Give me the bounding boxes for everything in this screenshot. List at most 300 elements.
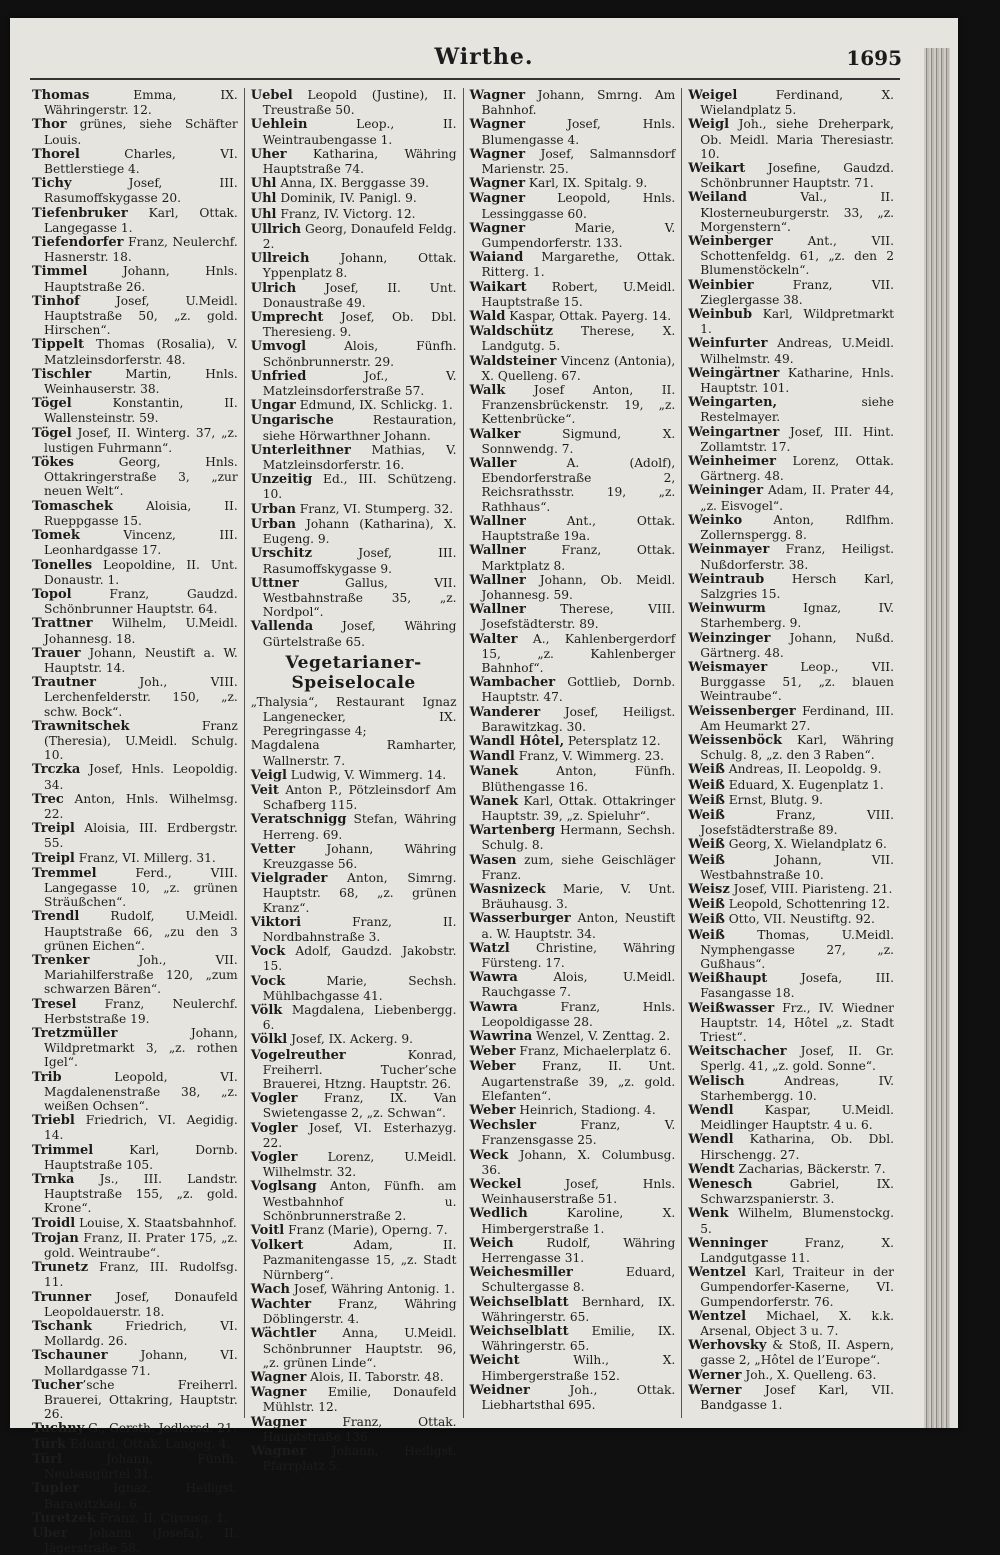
entry-name: Weißwasser — [688, 1000, 775, 1016]
entry-details: Gabriel, IX. Schwarzspanierstr. 3. — [700, 1177, 894, 1207]
entry-details: Johann, X. Columbusg. 36. — [481, 1147, 676, 1177]
entry-details: Ferdinand, X. Wielandplatz 5. — [700, 88, 894, 118]
entry-name: Wanderer — [469, 704, 541, 720]
entry-details: Anton, Simrng. Hauptstr. 68, „z. grünen Kranz“. — [262, 871, 457, 915]
entry-details: Franz, Gaudzd. Schönbrunner Hauptstr. 64. — [44, 586, 238, 617]
entry-name: Tögel — [32, 396, 72, 412]
directory-entry — [470, 705, 676, 734]
entry-name: Wagner — [469, 88, 526, 103]
entry-details: Marie, V. Unt. Bräuhausg. 3. — [481, 881, 676, 912]
directory-entry — [32, 1260, 238, 1289]
entry-details: Johann, Smrng. Am Bahnhof. — [481, 88, 676, 118]
entry-name: Walker — [469, 426, 521, 442]
entry-name: Uebel — [250, 88, 293, 103]
entry-details: Friedrich, VI. Aegidig. 14. — [44, 1113, 238, 1143]
directory-entry — [470, 1148, 676, 1177]
entry-name: Thor — [32, 117, 67, 133]
entry-name: Weitschacher — [688, 1044, 787, 1060]
entry-details: Konrad, Freiherrl. Tucher’sche Brauerei, Htzng. Hauptstr. 26. — [262, 1047, 457, 1091]
entry-details: Gallus, VII. Westbahnstraße 35, „z. Nordpol“. — [262, 575, 457, 620]
entry-name: Weiß — [688, 897, 725, 913]
entry-details: Franz, VII. Zieglergasse 38. — [700, 277, 894, 307]
directory-entry — [251, 1003, 457, 1032]
entry-details: Kaspar, U.Meidl. Meidlinger Hauptstr. 4 u. 6. — [700, 1103, 894, 1133]
entry-details: Josef, Donaufeld Leopoldauerstr. 18. — [44, 1289, 238, 1319]
entry-details: Anna, U.Meidl. Schönbrunner Hauptstr. 96, „z. grünen Linde“. — [262, 1326, 457, 1370]
entry-name: Wentzel — [688, 1308, 747, 1324]
entry-name: Waikart — [469, 279, 527, 295]
entry-details: Franz, Hnls. Leopoldigasse 28. — [481, 999, 676, 1029]
directory-entry — [470, 250, 676, 279]
directory-entry — [470, 147, 676, 176]
directory-entry — [251, 1179, 457, 1223]
entry-details: Josef, Währing Antonig. 1. — [290, 1281, 456, 1296]
entry-details: Ed., III. Schützeng. 10. — [262, 472, 457, 502]
directory-entry — [32, 117, 238, 146]
directory-entry — [251, 974, 457, 1003]
directory-entry — [470, 853, 676, 882]
entry-name: Tonelles — [32, 557, 93, 573]
directory-entry — [470, 88, 676, 117]
entry-name: Wagner — [250, 1414, 307, 1430]
entry-name: Weigl — [688, 117, 730, 133]
entry-details: Leop., II. Weintraubengasse 1. — [262, 117, 457, 147]
entry-details: Ferdinand, III. Am Heumarkt 27. — [700, 703, 894, 733]
directory-entry — [32, 866, 238, 910]
entry-name: Wawra — [469, 970, 518, 986]
directory-entry — [32, 1437, 238, 1452]
entry-details: Josefine, Gaudzd. Schönbrunner Hauptstr. 71. — [700, 161, 894, 191]
entry-details: Karoline, X. Himbergerstraße 1. — [481, 1206, 676, 1236]
directory-entry — [32, 909, 238, 953]
entry-name: Wagner — [250, 1370, 307, 1386]
page-number: 1695 — [846, 46, 902, 70]
entry-details: & Stoß, II. Aspern, gasse 2, „Hôtel de l’Europe“. — [700, 1338, 894, 1368]
entry-name: Weichesmiller — [469, 1265, 573, 1281]
entry-details: Michael, X. k.k. Arsenal, Object 3 u. 7. — [700, 1308, 894, 1339]
directory-entry — [470, 1044, 676, 1059]
entry-details: Josef, VI. Esterhazyg. 22. — [262, 1120, 457, 1150]
directory-entry — [470, 1177, 676, 1206]
entry-details: Franz, II. Nordbahnstraße 3. — [262, 914, 457, 944]
directory-entry — [688, 837, 894, 852]
directory-entry — [32, 792, 238, 821]
entry-details: Ernst, Blutg. 9. — [724, 792, 824, 807]
entry-details: Josef, III. Hint. Zollamtstr. 17. — [700, 424, 894, 454]
entry-name: Wald — [469, 309, 506, 325]
entry-details: Stefan, Währing Herreng. 69. — [262, 812, 457, 842]
directory-entry — [32, 1378, 238, 1422]
entry-name: Watzl — [469, 940, 510, 956]
directory-entry — [32, 88, 238, 117]
directory-entry — [688, 366, 894, 395]
directory-columns — [30, 88, 900, 1555]
directory-entry — [32, 367, 238, 396]
directory-entry — [32, 176, 238, 205]
directory-entry — [32, 1216, 238, 1231]
entry-name: Tremmel — [32, 865, 97, 881]
directory-entry — [32, 1290, 238, 1319]
directory-entry — [688, 1309, 894, 1338]
directory-entry — [470, 117, 676, 146]
entry-name: Trattner — [32, 616, 93, 632]
entry-name: Weinwurm — [688, 601, 766, 617]
directory-entry — [470, 1236, 676, 1265]
directory-entry — [470, 427, 676, 456]
directory-entry — [688, 161, 894, 190]
directory-entry — [251, 812, 457, 841]
entry-details: Emilie, IX. Währingerstr. 65. — [481, 1324, 676, 1354]
directory-entry — [251, 1121, 457, 1150]
entry-name: Uhl — [250, 176, 277, 192]
directory-entry — [688, 1074, 894, 1103]
entry-name: Trczka — [32, 762, 81, 778]
entry-name: Tomaschek — [32, 498, 113, 514]
entry-details: Anton, Fünfh. Blüthengasse 16. — [481, 764, 676, 794]
entry-name: Troidl — [32, 1215, 76, 1231]
entry-name: Weinberger — [688, 234, 773, 250]
entry-details: ’sche Freiherrl. Brauerei, Ottakring, Hauptstr. 26. — [44, 1377, 238, 1422]
entry-details: Emilie, Donaufeld Mühlstr. 12. — [262, 1385, 457, 1415]
entry-details: Franz, Neulerchf. Hasnerstr. 18. — [44, 235, 238, 265]
directory-entry — [470, 794, 676, 823]
entry-name: Wagner — [250, 1385, 307, 1401]
entry-name: Veratschnigg — [250, 812, 347, 828]
entry-name: Weingärtner — [688, 365, 780, 381]
entry-name: Weisz — [688, 881, 730, 897]
entry-name: Weinzinger — [688, 630, 771, 646]
entry-name: Topol — [32, 586, 72, 602]
directory-entry — [251, 398, 457, 413]
directory-entry — [688, 425, 894, 454]
entry-details: Josef, Währing Gürtelstraße 65. — [262, 619, 457, 649]
directory-entry — [470, 882, 676, 911]
entry-name: Wach — [250, 1281, 291, 1297]
entry-details: Josef, II. Gr. Sperlg. 41, „z. gold. Sonne“. — [700, 1044, 894, 1074]
entry-details: Katharine, Hnls. Hauptstr. 101. — [700, 365, 894, 396]
entry-name: Uher — [250, 146, 287, 162]
entry-details: Josef, Ob. Dbl. Theresieng. 9. — [262, 310, 457, 340]
entry-name: Weinko — [688, 512, 743, 528]
entry-details: Mathias, V. Matzleinsdorferstr. 16. — [262, 442, 457, 473]
directory-entry — [688, 853, 894, 882]
entry-details: A., Kahlenbergerdorf 15, „z. Kahlenberger Bahnhof“. — [481, 631, 676, 675]
directory-entry — [251, 281, 457, 310]
entry-details: Magdalena, Liebenbergg. 6. — [262, 1002, 457, 1033]
directory-entry — [251, 871, 457, 915]
directory-entry — [251, 310, 457, 339]
directory-entry — [470, 1000, 676, 1029]
entry-name: Wagner — [469, 191, 526, 207]
directory-entry — [470, 632, 676, 676]
entry-name: Volkert — [250, 1238, 304, 1254]
entry-name: Völk — [250, 1002, 283, 1018]
entry-details: Leopold, VI. Magdalenenstraße 38, „z. weißen Ochsen“. — [44, 1069, 238, 1114]
entry-details: grünes, siehe Schäfter Louis. — [44, 117, 238, 147]
entry-name: Tucher — [32, 1377, 83, 1393]
entry-name: Tiefendorfer — [32, 235, 124, 251]
directory-entry — [470, 383, 676, 427]
entry-details: Wilhelm, U.Meidl. Johannesg. 18. — [44, 616, 238, 646]
directory-entry — [688, 234, 894, 278]
entry-name: Wachter — [250, 1297, 312, 1313]
entry-details: Johann, Wildpretmarkt 3, „z. rothen Igel“. — [44, 1026, 238, 1070]
directory-entry — [688, 631, 894, 660]
directory-entry — [470, 970, 676, 999]
entry-details: Leopoldine, II. Unt. Donaustr. 1. — [44, 557, 238, 587]
entry-details: Karl, Dornb. Hauptstraße 105. — [44, 1142, 238, 1172]
entry-name: Vock — [250, 973, 286, 989]
directory-entry — [32, 1070, 238, 1114]
directory-entry — [688, 778, 894, 793]
directory-entry — [251, 944, 457, 973]
entry-details: Franz, Heiligst. Nußdorferstr. 38. — [700, 542, 894, 572]
entry-name: Wartenberg — [469, 823, 556, 839]
entry-details: „Thalysia“, Restaurant Ignaz Langenecker, IX. Peregringasse 4; — [250, 694, 457, 739]
directory-entry — [251, 1223, 457, 1238]
entry-details: Emma, IX. Währingerstr. 12. — [44, 88, 238, 118]
entry-details: Franz, Ottak. Marktplatz 8. — [481, 543, 676, 573]
entry-name: Viktori — [250, 914, 302, 930]
directory-entry — [688, 1162, 894, 1177]
entry-name: Voitl — [250, 1223, 285, 1239]
directory-entry — [251, 176, 457, 191]
entry-name: Weinmayer — [688, 542, 770, 558]
entry-name: Trautner — [32, 675, 97, 691]
entry-details: Karl, Währing Schulg. 8, „z. den 3 Raben“. — [700, 732, 894, 763]
entry-name: Weiß — [688, 837, 725, 853]
entry-details: Josef, II. Winterg. 37, „z. lustigen Fuhrmann“. — [44, 425, 238, 455]
directory-column-1 — [30, 88, 244, 1555]
entry-name: Weber — [469, 1103, 516, 1119]
directory-entry — [251, 207, 457, 222]
entry-name: Völkl — [250, 1032, 288, 1048]
entry-name: Trendl — [32, 909, 80, 925]
entry-details: Johann, Währing Kreuzgasse 56. — [262, 841, 457, 871]
directory-entry — [251, 222, 457, 251]
entry-name: Weiß — [688, 792, 725, 808]
directory-entry — [251, 1282, 457, 1297]
entry-name: Wagner — [469, 176, 526, 192]
entry-name: Tuchny — [32, 1421, 85, 1437]
entry-name: Türl — [32, 1451, 62, 1467]
entry-details: Therese, X. Landgutg. 5. — [481, 324, 676, 354]
entry-details: Lorenz, U.Meidl. Wilhelmstr. 32. — [262, 1150, 457, 1180]
entry-name: Treipl — [32, 850, 75, 866]
directory-entry — [251, 1150, 457, 1179]
entry-details: Vincenz (Antonia), X. Quelleng. 67. — [481, 353, 676, 383]
entry-details: Therese, VIII. Josefstädterstr. 89. — [481, 602, 676, 632]
entry-details: Andreas, U.Meidl. Wilhelmstr. 49. — [700, 336, 894, 366]
entry-details: Adam, II. Pazmanitengasse 15, „z. Stadt Nürnberg“. — [262, 1238, 457, 1282]
directory-entry — [32, 499, 238, 528]
directory-entry — [251, 695, 457, 739]
entry-name: Weichselblatt — [469, 1294, 569, 1310]
entry-details: Josef, Hnls. Weinhauserstraße 51. — [481, 1177, 676, 1207]
entry-name: Tögel — [32, 425, 72, 441]
entry-details: Frz., IV. Wiedner Hauptstr. 14, Hôtel „z. Stadt Triest“. — [700, 1000, 894, 1044]
directory-entry — [688, 1132, 894, 1161]
entry-name: Weißhaupt — [688, 971, 768, 987]
entry-details: Hersch Karl, Salzgries 15. — [700, 571, 894, 601]
directory-entry — [470, 191, 676, 220]
directory-entry — [32, 528, 238, 557]
entry-details: Katharina, Ob. Dbl. Hirschengg. 27. — [700, 1132, 894, 1162]
directory-entry — [32, 1452, 238, 1481]
entry-name: Weber — [469, 1059, 516, 1075]
directory-entry — [32, 953, 238, 997]
directory-entry — [688, 1044, 894, 1073]
entry-details: Josef Karl, VII. Bandgasse 1. — [700, 1382, 894, 1413]
entry-name: Tupler — [32, 1481, 80, 1497]
directory-entry — [32, 235, 238, 264]
entry-name: Wallner — [469, 602, 526, 618]
entry-name: Weck — [469, 1147, 509, 1163]
entry-name: Welisch — [688, 1073, 745, 1089]
directory-entry — [688, 704, 894, 733]
directory-entry — [251, 546, 457, 575]
entry-name: Weiß — [688, 807, 725, 823]
entry-details: Eduard, X. Eugenplatz 1. — [724, 777, 884, 792]
entry-details: Joh., X. Quelleng. 63. — [741, 1367, 877, 1382]
entry-details: Js., III. Landstr. Hauptstraße 155, „z. gold. Krone“. — [44, 1172, 238, 1216]
directory-entry — [251, 1032, 457, 1047]
section-heading: Vegetarianer-Speiselocale — [285, 652, 422, 693]
directory-entry — [688, 1001, 894, 1045]
entry-details: Josef, Heiligst. Barawitzkag. 30. — [481, 704, 676, 734]
directory-entry — [251, 915, 457, 944]
entry-name: Vogler — [250, 1120, 298, 1136]
entry-details: Karl, Wildpretmarkt 1. — [700, 307, 894, 337]
entry-details: siehe Restelmayer. — [700, 395, 894, 425]
entry-name: Urban — [250, 501, 296, 517]
entry-details: Franz, III. Rudolfsg. 11. — [44, 1260, 238, 1290]
entry-name: Weissenböck — [688, 732, 783, 748]
entry-name: Umprecht — [250, 310, 324, 326]
entry-details: Rudolf, U.Meidl. Hauptstraße 66, „zu den 3 grünen Eichen“. — [44, 909, 238, 953]
directory-entry — [32, 587, 238, 616]
directory-entry — [688, 307, 894, 336]
directory-entry — [688, 660, 894, 704]
entry-name: Voglsang — [250, 1179, 317, 1195]
directory-entry — [251, 472, 457, 501]
directory-entry — [470, 573, 676, 602]
entry-name: Ungar — [250, 398, 296, 414]
directory-entry — [470, 1059, 676, 1103]
directory-entry — [470, 941, 676, 970]
entry-details: Friedrich, VI. Mollardg. 26. — [44, 1319, 238, 1349]
entry-details: Franz, II. Circusg. 1. — [95, 1510, 228, 1525]
directory-entry — [32, 1526, 238, 1555]
entry-name: Wallner — [469, 543, 526, 559]
entry-name: Trawnitschek — [32, 718, 130, 734]
directory-entry — [688, 190, 894, 234]
directory-entry — [470, 1324, 676, 1353]
entry-name: Wagner — [469, 220, 526, 236]
entry-details: Vincenz, III. Leonhardgasse 17. — [44, 528, 238, 558]
entry-details: Katharina, Währing Hauptstraße 74. — [262, 146, 457, 177]
directory-entry — [32, 1511, 238, 1526]
entry-name: Weiß — [688, 927, 725, 943]
directory-entry — [688, 971, 894, 1000]
directory-entry — [688, 1177, 894, 1206]
entry-name: Unterleithner — [250, 442, 351, 458]
entry-details: Rudolf, Währing Herrengasse 31. — [481, 1235, 676, 1266]
entry-name: Weiß — [688, 762, 725, 778]
entry-details: Ant., VII. Schottenfeldg. 61, „z. den 2 Blumenstöckeln“. — [700, 234, 894, 278]
entry-name: Weininger — [688, 483, 764, 499]
entry-name: Waldsteiner — [469, 353, 557, 369]
directory-entry — [32, 147, 238, 176]
entry-details: Georg, X. Wielandplatz 6. — [724, 837, 887, 852]
entry-name: Wagner — [250, 1444, 307, 1460]
entry-name: Uhl — [250, 206, 277, 222]
entry-name: Tichy — [32, 176, 72, 192]
entry-name: Treipl — [32, 821, 75, 837]
directory-entry — [470, 1383, 676, 1412]
directory-entry — [470, 176, 676, 191]
directory-entry — [251, 1444, 457, 1473]
book-page-edges — [924, 48, 950, 1428]
entry-details: Aloisia, II. Rueppgasse 15. — [44, 498, 238, 528]
entry-details: Josef, Salmannsdorf Marienstr. 25. — [481, 146, 676, 177]
directory-entry — [688, 483, 894, 512]
entry-name: Wechsler — [469, 1118, 537, 1134]
entry-name: Timmel — [32, 264, 88, 280]
directory-column-2 — [244, 88, 463, 1474]
directory-entry — [688, 395, 894, 424]
directory-entry — [32, 1026, 238, 1070]
entry-details: Marie, Sechsh. Mühlbachgasse 41. — [262, 973, 457, 1003]
entry-details: Johann, Nußd. Gärtnerg. 48. — [700, 630, 894, 660]
directory-entry — [251, 517, 457, 546]
entry-details: Anton, Rdlfhm. Zollernspergg. 8. — [700, 512, 894, 543]
directory-entry — [688, 542, 894, 571]
entry-name: Ullrich — [250, 221, 302, 237]
entry-details: Johann, VII. Westbahnstraße 10. — [700, 852, 894, 882]
directory-entry — [251, 1048, 457, 1092]
entry-name: Uttner — [250, 575, 299, 591]
directory-entry — [470, 823, 676, 852]
entry-details: Louise, X. Staatsbahnhof. — [75, 1215, 237, 1230]
directory-entry — [251, 1297, 457, 1326]
entry-details: Franz (Marie), Operng. 7. — [284, 1223, 448, 1238]
entry-name: Waiand — [469, 250, 524, 266]
entry-details: Josefa, III. Fasangasse 18. — [700, 971, 894, 1001]
directory-entry — [251, 191, 457, 206]
entry-details: Josef Anton, II. Franzensbrückenstr. 19, „z. Kettenbrücke“. — [481, 383, 676, 427]
entry-details: Franz, X. Landgutgasse 11. — [700, 1235, 894, 1266]
directory-entry — [32, 997, 238, 1026]
directory-entry — [470, 1103, 676, 1118]
entry-details: Johann, Heiligst. Pfarrplatz 5. — [262, 1444, 457, 1474]
entry-details: Kaspar, Ottak. Payerg. 14. — [505, 309, 672, 324]
entry-details: Hermann, Sechsh. Schulg. 8. — [481, 823, 676, 853]
directory-entry — [688, 897, 894, 912]
entry-name: Walter — [469, 631, 518, 647]
directory-entry — [688, 513, 894, 542]
entry-name: Vogelreuther — [250, 1047, 346, 1063]
entry-name: Wendl — [688, 1103, 734, 1119]
entry-name: Weber — [469, 1044, 516, 1060]
entry-details: Restauration, siehe Hörwarthner Johann. — [262, 413, 457, 443]
entry-name: Wedlich — [469, 1206, 528, 1222]
entry-name: Trenker — [32, 952, 90, 968]
directory-entry — [251, 251, 457, 280]
entry-details: Martin, Hnls. Weinhauserstr. 38. — [44, 366, 238, 397]
entry-details: Joh., VIII. Lerchenfelderstr. 150, „z. schw. Bock“. — [44, 675, 238, 719]
entry-name: Trib — [32, 1069, 62, 1085]
